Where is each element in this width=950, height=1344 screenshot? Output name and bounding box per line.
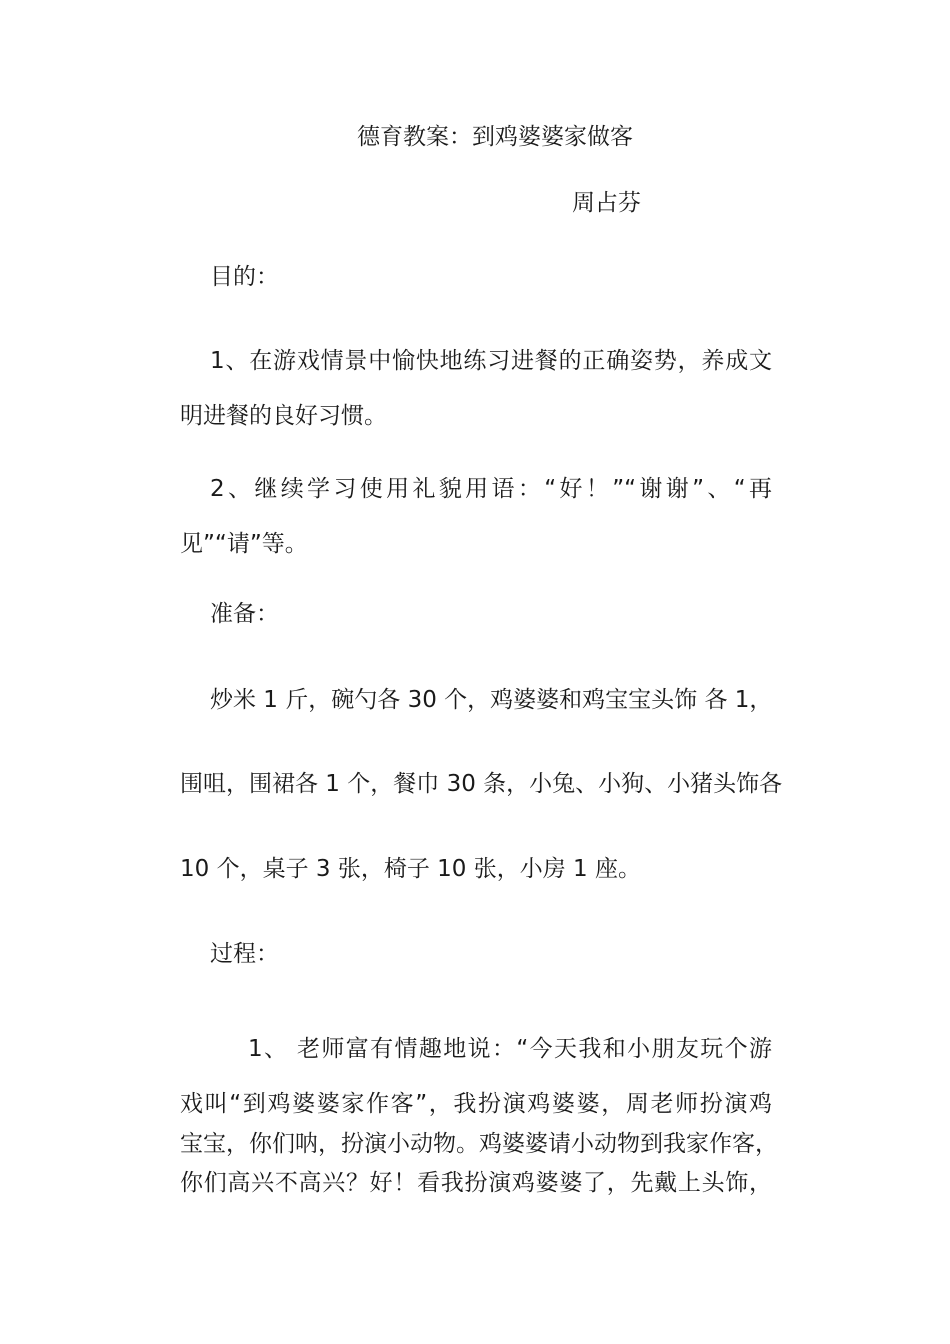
document-title: 德育教案：到鸡婆婆家做客 xyxy=(357,124,633,150)
process-1-line-2: 戏叫“到鸡婆婆家作客”，我扮演鸡婆婆，周老师扮演鸡 xyxy=(180,1091,772,1117)
process-1-line-1: 1、 老师富有情趣地说：“今天我和小朋友玩个游 xyxy=(248,1036,772,1062)
goal-2-line-2: 见”“请”等。 xyxy=(180,531,308,557)
process-heading: 过程： xyxy=(210,941,279,967)
document-author: 周占芬 xyxy=(572,190,641,216)
prep-line-2: 围咀，围裙各 1 个，餐巾 30 条，小兔、小狗、小猪头饰各 xyxy=(180,771,783,797)
prep-heading: 准备： xyxy=(210,601,279,627)
process-1-line-3: 宝宝，你们呐，扮演小动物。鸡婆婆请小动物到我家作客， xyxy=(180,1131,778,1157)
goal-2-line-1: 2、继续学习使用礼貌用语：“好！”“谢谢”、“再 xyxy=(210,476,772,502)
goal-1-line-1: 1、在游戏情景中愉快地练习进餐的正确姿势，养成文 xyxy=(210,348,772,374)
process-1-line-4: 你们高兴不高兴？好！看我扮演鸡婆婆了，先戴上头饰， xyxy=(180,1170,772,1196)
prep-line-3: 10 个，桌子 3 张，椅子 10 张，小房 1 座。 xyxy=(180,856,641,882)
prep-line-1: 炒米 1 斤，碗勺各 30 个，鸡婆婆和鸡宝宝头饰 各 1， xyxy=(210,687,773,713)
goal-1-line-2: 明进餐的良好习惯。 xyxy=(180,403,387,429)
goal-heading: 目的： xyxy=(210,264,279,290)
